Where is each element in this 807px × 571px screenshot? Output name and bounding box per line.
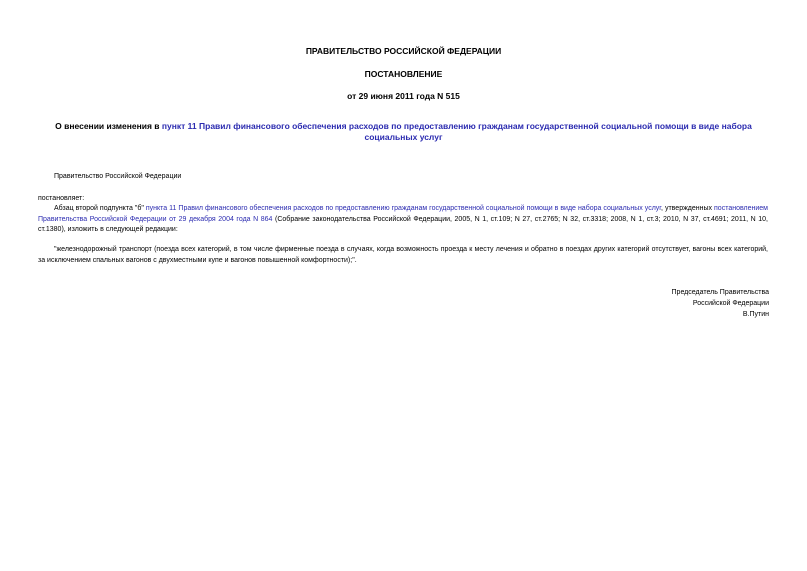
p1-link-rules[interactable]: пункта 11 Правил финансового обеспечения расходов по предоставлению гражданам государственной социальной помощи в виде набора социальных услуг [145, 205, 662, 212]
doc-type-heading: ПОСТАНОВЛЕНИЕ [364, 69, 443, 79]
government-name: Правительство Российской Федерации [54, 173, 182, 180]
subject-link[interactable]: пункт 11 Правил финансового обеспечения расходов по предоставлению гражданам государственной социальной помощи в виде набора социальных услуг [161, 121, 752, 142]
paragraph-new-wording: "железнодорожный транспорт (поезда всех категорий, в том числе фирменные поезда в случаях, когда возможность проезда к месту лечения и обратно в поездах других категорий отсутствует, вагоны всех категорий, за исключением спальных вагонов с двухместными купе и вагонов повышенной комфортности);". [38, 246, 768, 264]
government-heading: ПРАВИТЕЛЬСТВО РОССИЙСКОЙ ФЕДЕРАЦИИ [305, 46, 502, 56]
subject-prefix: О внесении изменения в [55, 121, 162, 131]
p1-text-a: Абзац второй подпункта "б" [54, 205, 146, 212]
signature-line-1: Председатель Правительства [671, 289, 769, 296]
p1-text-b: , утвержденных [661, 205, 715, 212]
subject-title [50, 121, 757, 143]
signature-line-2: Российской Федерации [692, 300, 769, 307]
signature-block [672, 287, 769, 320]
p1-link-resolution[interactable]: постановлением Правительства Российской Федерации от 29 декабря 2004 года N 864 [38, 205, 768, 223]
p1-text-c: (Собрание законодательства Российской Федерации, 2005, N 1, ст.109; N 27, ст.2765; N 32, ст.3318; 2008, N 1, ст.3; 2010, N 37, ст.4691; 2011, N 10, ст.1380), изложить в следующей редакции: [38, 215, 768, 233]
signature-line-3: В.Путин [742, 311, 769, 318]
decrees-label: постановляет: [38, 195, 85, 202]
date-number-heading: от 29 июня 2011 года N 515 [347, 91, 460, 101]
paragraph-amendment [38, 204, 768, 236]
